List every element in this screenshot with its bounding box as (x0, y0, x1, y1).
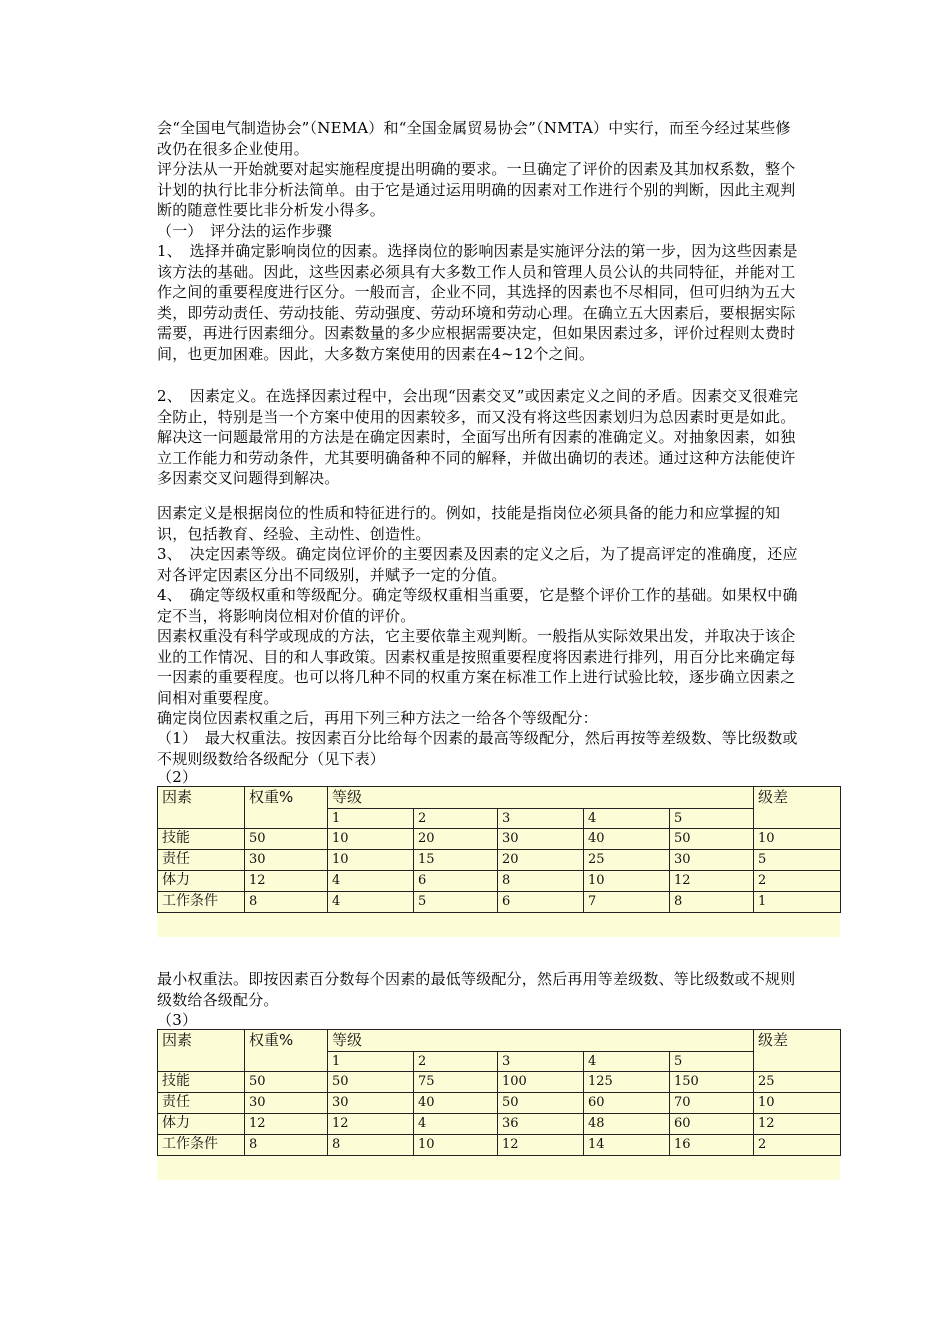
paragraph-min-weight: 最小权重法。即按因素百分数每个因素的最低等级配分，然后再用等差级数、等比级数或不规则级数给各级配分。 (157, 970, 796, 1009)
cell: 30 (245, 1093, 328, 1114)
table-row (158, 1072, 841, 1093)
cell: 10 (584, 871, 670, 892)
table-row (158, 871, 841, 892)
table-min-weight (157, 1029, 840, 1180)
cell: 2 (754, 1135, 841, 1156)
cell: 5 (754, 850, 841, 871)
cell: 125 (584, 1072, 670, 1093)
cell: 6 (414, 871, 498, 892)
paragraph-nema: 会“全国电气制造协会”（NEMA）和“全国金属贸易协会”（NMTA）中实行，而至今经过某些修改仍在很多企业使用。 (157, 119, 791, 158)
cell: 14 (584, 1135, 670, 1156)
cell: 20 (498, 850, 584, 871)
cell-factor: 体力 (158, 1114, 245, 1135)
cell: 30 (328, 1093, 414, 1114)
table-row (158, 892, 841, 913)
cell: 10 (754, 829, 841, 850)
cell: 25 (754, 1072, 841, 1093)
cell: 50 (245, 829, 328, 850)
cell: 12 (754, 1114, 841, 1135)
header-factor: 因素 (158, 1030, 245, 1072)
cell: 50 (245, 1072, 328, 1093)
header-level: 3 (498, 1052, 584, 1072)
header-level: 4 (584, 1052, 670, 1072)
cell: 50 (328, 1072, 414, 1093)
cell: 6 (498, 892, 584, 913)
header-weight: 权重% (245, 787, 328, 829)
header-level: 5 (670, 1052, 754, 1072)
cell: 15 (414, 850, 498, 871)
cell-factor: 技能 (158, 829, 245, 850)
cell-factor: 责任 (158, 1093, 245, 1114)
cell: 50 (670, 829, 754, 850)
section-heading-steps: （一） 评分法的运作步骤 (157, 222, 332, 240)
cell: 100 (498, 1072, 584, 1093)
paragraph-scoring-intro: 评分法从一开始就要对起实施程度提出明确的要求。一旦确定了评价的因素及其加权系数，整个计划的执行比非分析法简单。由于它是通过运用明确的因素对工作进行个别的判断，因此主观判断的随意性要比非分析发小得多。 (157, 160, 796, 220)
header-grade: 等级 (328, 1030, 754, 1052)
cell: 48 (584, 1114, 670, 1135)
cell: 10 (414, 1135, 498, 1156)
label-2: （2） (157, 768, 198, 786)
paragraph-factor-definition: 因素定义是根据岗位的性质和特征进行的。例如，技能是指岗位必须具备的能力和应掌握的知识，包括教育、经验、主动性、创造性。 (157, 504, 781, 543)
cell: 5 (414, 892, 498, 913)
cell: 40 (414, 1093, 498, 1114)
paragraph-step-3: 3、 决定因素等级。确定岗位评价的主要因素及因素的定义之后，为了提高评定的准确度，还应对各评定因素区分出不同级别，并赋予一定的分值。 (157, 545, 798, 584)
cell: 12 (328, 1114, 414, 1135)
cell: 36 (498, 1114, 584, 1135)
cell: 7 (584, 892, 670, 913)
cell: 30 (498, 829, 584, 850)
cell-factor: 工作条件 (158, 1135, 245, 1156)
cell: 2 (754, 871, 841, 892)
cell: 30 (245, 850, 328, 871)
cell: 12 (245, 1114, 328, 1135)
cell: 40 (584, 829, 670, 850)
table-row (158, 850, 841, 871)
cell: 12 (670, 871, 754, 892)
cell: 12 (498, 1135, 584, 1156)
cell: 4 (328, 892, 414, 913)
header-level: 3 (498, 809, 584, 829)
table-footer-band (157, 913, 840, 937)
cell: 150 (670, 1072, 754, 1093)
header-grade: 等级 (328, 787, 754, 809)
header-weight: 权重% (245, 1030, 328, 1072)
paragraph-factor-weight: 因素权重没有科学或现成的方法，它主要依靠主观判断。一般指从实际效果出发，并取决于该企业的工作情况、目的和人事政策。因素权重是按照重要程度将因素进行排列，用百分比来确定每一因素的重要程度。也可以将几种不同的权重方案在标准工作上进行试验比较，逐步确立因素之间相对重要程度。 (157, 627, 796, 707)
cell: 8 (498, 871, 584, 892)
cell: 75 (414, 1072, 498, 1093)
cell: 4 (414, 1114, 498, 1135)
paragraph-step-1: 1、 选择并确定影响岗位的因素。选择岗位的影响因素是实施评分法的第一步，因为这些因素是该方法的基础。因此，这些因素必须具有大多数工作人员和管理人员公认的共同特征，并能对工作之间的重要程度进行区分。一般而言，企业不同，其选择的因素也不尽相同，但可归纳为五大类，即劳动责任、劳动技能、劳动强度、劳动环境和劳动心理。在确立五大因素后，要根据实际需要，再进行因素细分。因素数量的多少应根据需要决定，但如果因素过多，评价过程则太费时间，也更加困难。因此，大多数方案使用的因素在4~12个之间。 (157, 242, 798, 363)
table-row (158, 1135, 841, 1156)
header-factor: 因素 (158, 787, 245, 829)
header-level: 2 (414, 1052, 498, 1072)
cell-factor: 责任 (158, 850, 245, 871)
cell: 12 (245, 871, 328, 892)
table-footer-band (157, 1156, 840, 1180)
table-row (158, 1114, 841, 1135)
cell: 8 (245, 1135, 328, 1156)
header-level: 4 (584, 809, 670, 829)
cell: 8 (670, 892, 754, 913)
cell: 10 (754, 1093, 841, 1114)
paragraph-methods-intro: 确定岗位因素权重之后，再用下列三种方法之一给各个等级配分： (157, 709, 598, 727)
cell: 60 (584, 1093, 670, 1114)
header-level: 5 (670, 809, 754, 829)
cell: 8 (245, 892, 328, 913)
cell: 10 (328, 850, 414, 871)
cell-factor: 技能 (158, 1072, 245, 1093)
header-level: 1 (328, 1052, 414, 1072)
table-row (158, 829, 841, 850)
cell: 60 (670, 1114, 754, 1135)
cell: 1 (754, 892, 841, 913)
table-row (158, 1093, 841, 1114)
cell-factor: 体力 (158, 871, 245, 892)
cell: 20 (414, 829, 498, 850)
cell: 10 (328, 829, 414, 850)
cell: 30 (670, 850, 754, 871)
header-step: 级差 (754, 1030, 841, 1072)
paragraph-max-weight: （1） 最大权重法。按因素百分比给每个因素的最高等级配分，然后再按等差级数、等比级数或不规则级数给各级配分（见下表） (157, 729, 798, 768)
cell: 25 (584, 850, 670, 871)
cell: 16 (670, 1135, 754, 1156)
header-step: 级差 (754, 787, 841, 829)
table-max-weight (157, 786, 840, 937)
label-3: （3） (157, 1011, 198, 1029)
paragraph-step-2: 2、 因素定义。在选择因素过程中，会出现“因素交叉”或因素定义之间的矛盾。因素交叉很难完全防止，特别是当一个方案中使用的因素较多，而又没有将这些因素划归为总因素时更是如此。解决这一问题最常用的方法是在确定因素时，全面写出所有因素的准确定义。对抽象因素，如独立工作能力和劳动条件，尤其要明确备种不同的解释，并做出确切的表述。通过这种方法能使许多因素交叉问题得到解决。 (157, 387, 799, 488)
cell: 50 (498, 1093, 584, 1114)
cell: 70 (670, 1093, 754, 1114)
paragraph-step-4: 4、 确定等级权重和等级配分。确定等级权重相当重要，它是整个评价工作的基础。如果权中确定不当，将影响岗位相对价值的评价。 (157, 586, 798, 625)
cell-factor: 工作条件 (158, 892, 245, 913)
cell: 8 (328, 1135, 414, 1156)
header-level: 1 (328, 809, 414, 829)
header-level: 2 (414, 809, 498, 829)
cell: 4 (328, 871, 414, 892)
